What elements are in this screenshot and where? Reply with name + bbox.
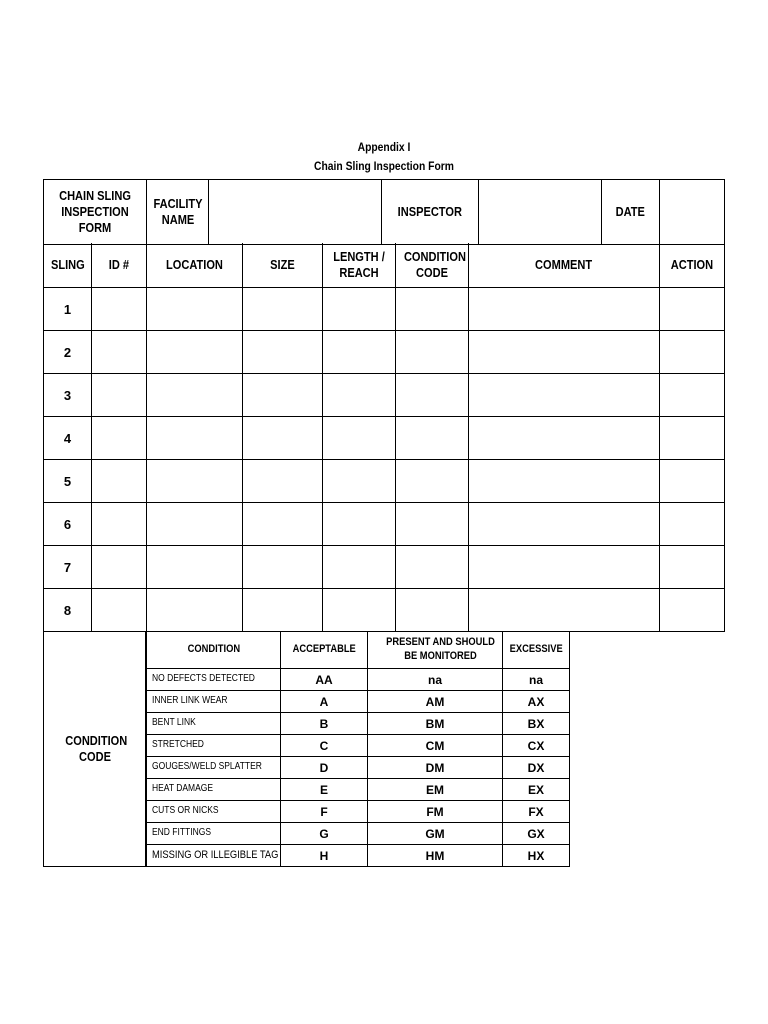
size-cell[interactable] [243, 417, 323, 460]
id-cell[interactable] [92, 589, 147, 632]
code-condition: CUTS OR NICKS [147, 801, 281, 823]
code-monitored: HM [368, 845, 503, 867]
location-cell[interactable] [147, 417, 243, 460]
location-cell[interactable] [147, 503, 243, 546]
size-cell[interactable] [243, 288, 323, 331]
code-monitored: BM [368, 713, 503, 735]
code-condition: BENT LINK [147, 713, 281, 735]
sling-number: 6 [44, 503, 92, 546]
id-cell[interactable] [92, 503, 147, 546]
facility-label: FACILITY NAME [153, 195, 203, 227]
action-cell[interactable] [660, 417, 725, 460]
length-cell[interactable] [323, 288, 396, 331]
length-cell[interactable] [323, 374, 396, 417]
code-acceptable: F [281, 801, 368, 823]
condition-code-cell[interactable] [396, 374, 469, 417]
comment-cell[interactable] [469, 417, 660, 460]
table-row [44, 288, 725, 331]
code-header-condition: CONDITION [147, 632, 281, 669]
code-monitored: FM [368, 801, 503, 823]
location-cell[interactable] [147, 331, 243, 374]
condition-code-label: CONDITION CODE [43, 632, 146, 867]
form-appendix-title: Appendix I [357, 140, 411, 154]
inspector-label-cell [382, 180, 479, 245]
code-condition: NO DEFECTS DETECTED [147, 669, 281, 691]
condition-code-table [146, 632, 570, 867]
action-cell[interactable] [660, 460, 725, 503]
code-row [147, 823, 570, 845]
condition-code-header-row [147, 632, 570, 669]
code-monitored: GM [368, 823, 503, 845]
id-cell[interactable] [92, 374, 147, 417]
code-excessive: EX [503, 779, 570, 801]
facility-name-field[interactable] [209, 180, 382, 245]
code-condition: MISSING OR ILLEGIBLE TAG [147, 845, 281, 867]
sling-number: 4 [44, 417, 92, 460]
code-acceptable: B [281, 713, 368, 735]
sling-inspection-table [43, 243, 725, 632]
location-cell[interactable] [147, 288, 243, 331]
form-title: Chain Sling Inspection Form [314, 159, 454, 173]
code-row [147, 845, 570, 867]
col-header-sling: SLING [44, 243, 92, 288]
size-cell[interactable] [243, 460, 323, 503]
comment-cell[interactable] [469, 589, 660, 632]
condition-code-cell[interactable] [396, 546, 469, 589]
code-excessive: DX [503, 757, 570, 779]
table-row [44, 589, 725, 632]
code-acceptable: AA [281, 669, 368, 691]
size-cell[interactable] [243, 331, 323, 374]
id-cell[interactable] [92, 546, 147, 589]
table-row [44, 503, 725, 546]
size-cell[interactable] [243, 546, 323, 589]
table-row [44, 331, 725, 374]
condition-code-cell[interactable] [396, 417, 469, 460]
code-excessive: AX [503, 691, 570, 713]
id-cell[interactable] [92, 417, 147, 460]
code-row [147, 669, 570, 691]
col-header-size: SIZE [243, 243, 323, 288]
code-acceptable: H [281, 845, 368, 867]
table-row [44, 417, 725, 460]
date-label-cell [602, 180, 660, 245]
sling-number: 5 [44, 460, 92, 503]
action-cell[interactable] [660, 546, 725, 589]
col-header-action: ACTION [660, 243, 725, 288]
code-row [147, 779, 570, 801]
action-cell[interactable] [660, 503, 725, 546]
code-monitored: EM [368, 779, 503, 801]
form-label-cell [44, 180, 147, 245]
location-cell[interactable] [147, 374, 243, 417]
inspector-label: INSPECTOR [397, 203, 463, 219]
table-row [44, 546, 725, 589]
id-cell[interactable] [92, 331, 147, 374]
comment-cell[interactable] [469, 460, 660, 503]
comment-cell[interactable] [469, 503, 660, 546]
code-acceptable: C [281, 735, 368, 757]
size-cell[interactable] [243, 589, 323, 632]
code-excessive: GX [503, 823, 570, 845]
code-header-acceptable: ACCEPTABLE [281, 632, 368, 669]
code-row [147, 691, 570, 713]
code-condition: GOUGES/WELD SPLATTER [147, 757, 281, 779]
code-excessive: BX [503, 713, 570, 735]
table-row [44, 374, 725, 417]
length-cell[interactable] [323, 503, 396, 546]
code-excessive: na [503, 669, 570, 691]
action-cell[interactable] [660, 374, 725, 417]
location-cell[interactable] [147, 589, 243, 632]
length-cell[interactable] [323, 589, 396, 632]
facility-label-cell [147, 180, 209, 245]
form-header-table [43, 179, 725, 245]
sling-number: 3 [44, 374, 92, 417]
sling-number: 8 [44, 589, 92, 632]
id-cell[interactable] [92, 288, 147, 331]
code-header-excessive: EXCESSIVE [503, 632, 570, 669]
date-label: DATE [615, 203, 646, 219]
location-cell[interactable] [147, 546, 243, 589]
code-row [147, 757, 570, 779]
code-excessive: HX [503, 845, 570, 867]
condition-code-cell[interactable] [396, 288, 469, 331]
code-row [147, 801, 570, 823]
code-condition: STRETCHED [147, 735, 281, 757]
condition-code-cell[interactable] [396, 589, 469, 632]
size-cell[interactable] [243, 503, 323, 546]
inspector-field[interactable] [479, 180, 602, 245]
date-field[interactable] [660, 180, 725, 245]
table-row [44, 460, 725, 503]
code-monitored: na [368, 669, 503, 691]
length-cell[interactable] [323, 546, 396, 589]
col-header-length-reach: LENGTH / REACH [323, 243, 396, 288]
code-condition: INNER LINK WEAR [147, 691, 281, 713]
sling-number: 2 [44, 331, 92, 374]
code-acceptable: G [281, 823, 368, 845]
code-excessive: CX [503, 735, 570, 757]
length-cell[interactable] [323, 417, 396, 460]
form-label: CHAIN SLING INSPECTION FORM [59, 187, 131, 236]
code-condition: END FITTINGS [147, 823, 281, 845]
code-acceptable: A [281, 691, 368, 713]
comment-cell[interactable] [469, 546, 660, 589]
action-cell[interactable] [660, 589, 725, 632]
id-cell[interactable] [92, 460, 147, 503]
column-header-row [44, 243, 725, 288]
code-condition: HEAT DAMAGE [147, 779, 281, 801]
condition-code-cell[interactable] [396, 460, 469, 503]
comment-cell[interactable] [469, 374, 660, 417]
condition-code-cell[interactable] [396, 331, 469, 374]
location-cell[interactable] [147, 460, 243, 503]
sling-number: 1 [44, 288, 92, 331]
action-cell[interactable] [660, 331, 725, 374]
action-cell[interactable] [660, 288, 725, 331]
col-header-location: LOCATION [147, 243, 243, 288]
code-acceptable: D [281, 757, 368, 779]
size-cell[interactable] [243, 374, 323, 417]
col-header-comment: COMMENT [469, 243, 660, 288]
code-monitored: CM [368, 735, 503, 757]
code-acceptable: E [281, 779, 368, 801]
comment-cell[interactable] [469, 288, 660, 331]
col-header-id: ID # [92, 243, 147, 288]
comment-cell[interactable] [469, 331, 660, 374]
code-row [147, 735, 570, 757]
code-monitored: DM [368, 757, 503, 779]
length-cell[interactable] [323, 460, 396, 503]
length-cell[interactable] [323, 331, 396, 374]
code-monitored: AM [368, 691, 503, 713]
sling-number: 7 [44, 546, 92, 589]
condition-code-cell[interactable] [396, 503, 469, 546]
code-header-monitored: PRESENT AND SHOULD BE MONITORED [368, 632, 503, 669]
code-row [147, 713, 570, 735]
code-excessive: FX [503, 801, 570, 823]
col-header-condition-code: CONDITION CODE [396, 243, 469, 288]
